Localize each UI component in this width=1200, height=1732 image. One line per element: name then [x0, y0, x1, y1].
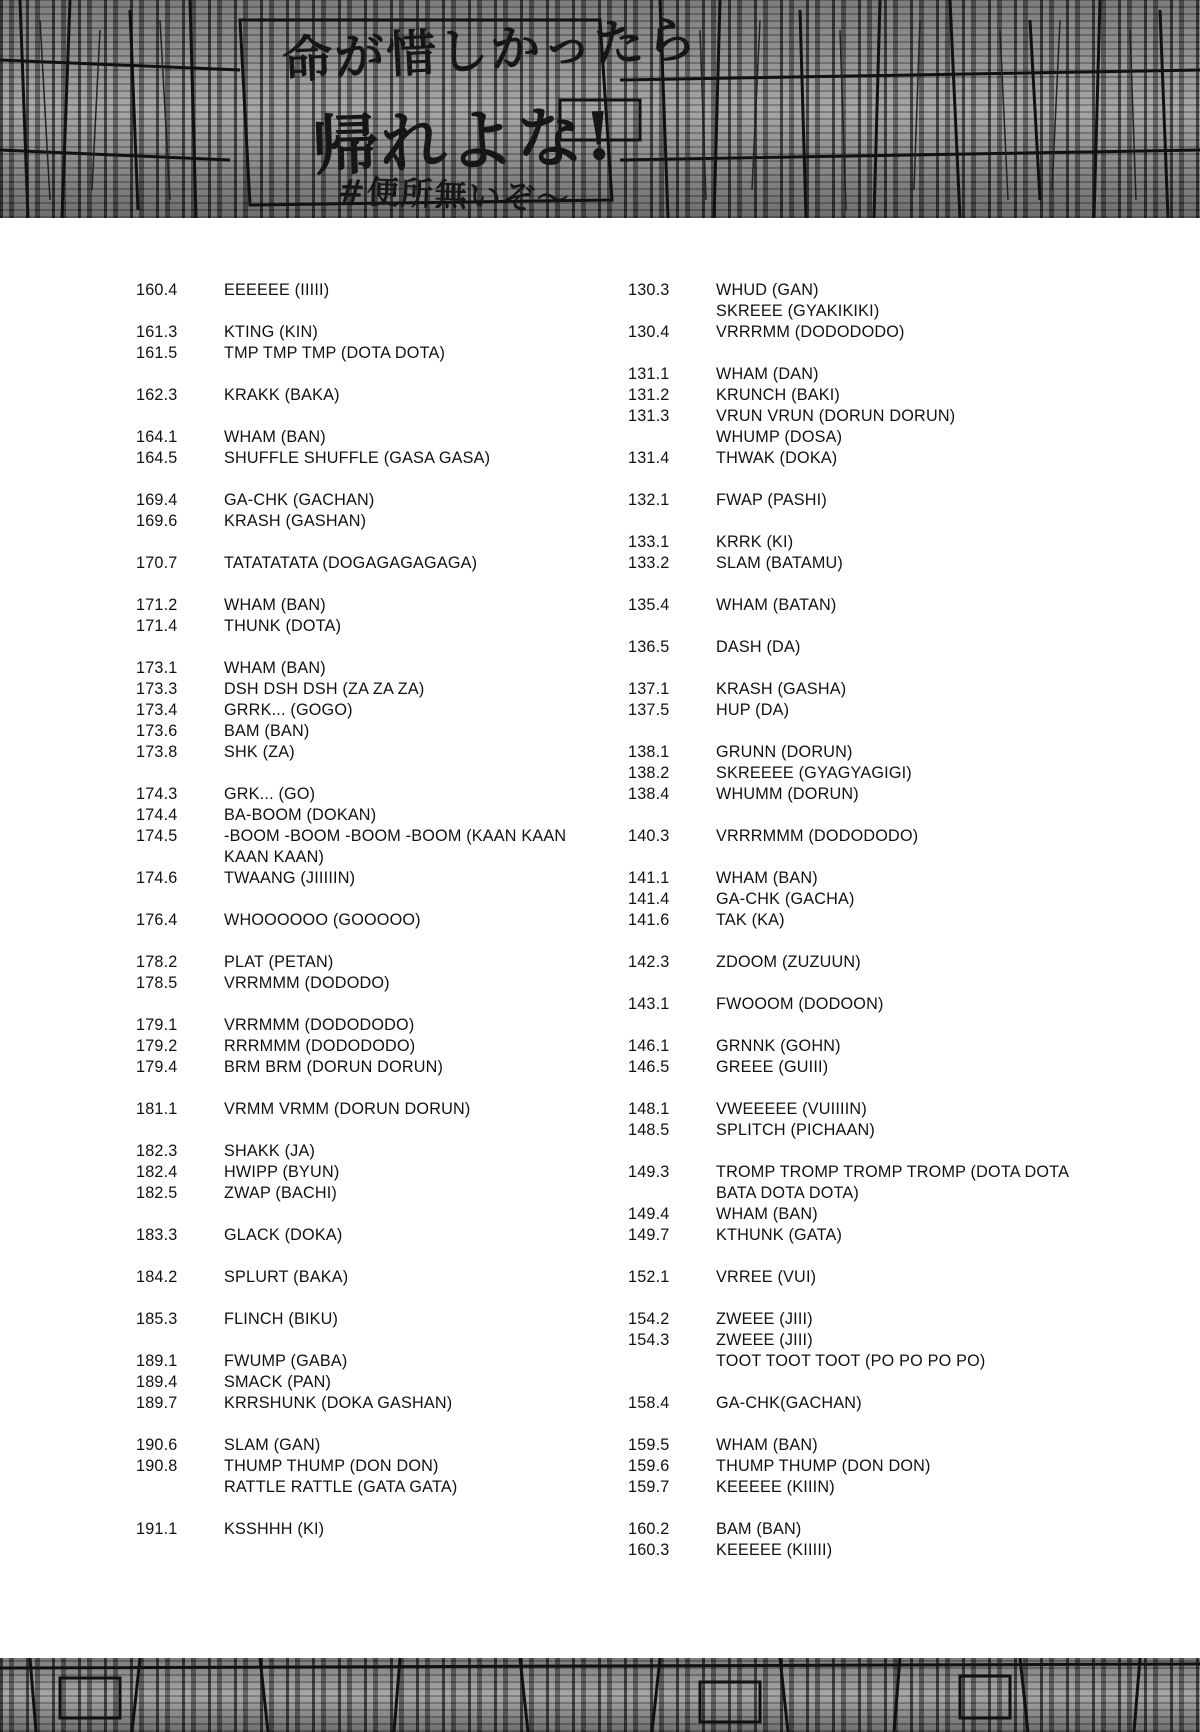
sfx-entry [136, 427, 606, 448]
page-panel-number: 133.2 [628, 554, 670, 572]
sfx-entry [628, 406, 1098, 427]
page-panel-number: 138.4 [628, 785, 670, 803]
page-panel-number [628, 1351, 716, 1372]
sfx-entry [136, 595, 606, 616]
sound-effect-translation: VRRRMM (DODODODO) [716, 323, 905, 341]
sfx-group [136, 1141, 606, 1204]
page-panel-number: 173.3 [136, 680, 178, 698]
sfx-group [628, 1519, 1098, 1561]
footer-sketch-lines [0, 1658, 1200, 1732]
sfx-entry [136, 1225, 606, 1246]
sound-effect-translation: GRUNN (DORUN) [716, 743, 853, 761]
page-panel-number: 135.4 [628, 596, 670, 614]
page-panel-number: 161.5 [136, 344, 178, 362]
sound-effect-translation: HWIPP (BYUN) [224, 1163, 340, 1181]
sfx-group [628, 1036, 1098, 1078]
page-panel-number: 162.3 [136, 386, 178, 404]
page-panel-number: 178.5 [136, 974, 178, 992]
sfx-entry [136, 1267, 606, 1288]
sfx-entry [136, 1309, 606, 1330]
sfx-entry [628, 1477, 1098, 1498]
page-panel-number: 142.3 [628, 953, 670, 971]
page-panel-number: 154.2 [628, 1310, 670, 1328]
page-panel-number: 190.8 [136, 1457, 178, 1475]
sound-effect-translation: KRASH (GASHA) [716, 680, 847, 698]
sfx-entry [136, 1477, 606, 1498]
sound-effect-translation: GA-CHK (GACHAN) [224, 491, 375, 509]
sfx-entry [136, 1141, 606, 1162]
sound-effect-translation: TOOT TOOT TOOT (PO PO PO PO) [716, 1352, 986, 1370]
page-panel-number: 173.8 [136, 743, 178, 761]
sfx-entry [628, 1204, 1098, 1225]
sound-effect-translation: KTHUNK (GATA) [716, 1226, 843, 1244]
sound-effect-translation: GA-CHK (GACHA) [716, 890, 855, 908]
sfx-entry [136, 616, 606, 637]
page-panel-number: 160.3 [628, 1541, 670, 1559]
sfx-group [136, 427, 606, 469]
page-panel-number: 182.4 [136, 1163, 178, 1181]
sound-effect-translation: WHAM (BAN) [224, 659, 326, 677]
sfx-group [136, 595, 606, 637]
sfx-group [628, 679, 1098, 721]
sound-effect-translation: GRK... (GO) [224, 785, 316, 803]
sound-effect-translation: ZDOOM (ZUZUUN) [716, 953, 861, 971]
sfx-entry [628, 763, 1098, 784]
sfx-entry [628, 700, 1098, 721]
page-panel-number: 154.3 [628, 1331, 670, 1349]
sound-effect-translation: WHOOOOOO (GOOOOO) [224, 911, 421, 929]
sfx-group [628, 490, 1098, 511]
page-panel-number: 174.5 [136, 827, 178, 845]
sfx-group [628, 952, 1098, 973]
sfx-entry [628, 1225, 1098, 1246]
sfx-group [136, 1099, 606, 1120]
page-panel-number: 137.1 [628, 680, 670, 698]
page-panel-number: 179.4 [136, 1058, 178, 1076]
sfx-entry [628, 1393, 1098, 1414]
sfx-entry [628, 1057, 1098, 1078]
sound-effect-translation: GRRK... (GOGO) [224, 701, 353, 719]
sign-line-1: 命が惜しかったら [280, 9, 700, 90]
sound-effect-translation: VWEEEEE (VUIIIIN) [716, 1100, 867, 1118]
sfx-group [628, 1162, 1098, 1246]
page-panel-number: 141.1 [628, 869, 670, 887]
page-panel-number: 140.3 [628, 827, 670, 845]
sfx-entry [136, 910, 606, 931]
sfx-group [136, 322, 606, 364]
sfx-entry [136, 343, 606, 364]
sound-effect-translation: SHK (ZA) [224, 743, 295, 761]
page-panel-number: 161.3 [136, 323, 178, 341]
sfx-group [628, 1267, 1098, 1288]
sfx-entry [628, 1162, 1098, 1204]
sfx-entry [136, 721, 606, 742]
page-panel-number: 131.3 [628, 407, 670, 425]
sfx-entry [136, 511, 606, 532]
sfx-entry [628, 322, 1098, 343]
sfx-group [628, 742, 1098, 805]
sfx-entry [628, 1456, 1098, 1477]
sfx-group [628, 595, 1098, 616]
sfx-entry [136, 490, 606, 511]
page-panel-number: 179.2 [136, 1037, 178, 1055]
page-panel-number: 141.6 [628, 911, 670, 929]
sfx-entry [136, 1057, 606, 1078]
sound-effect-translation: -BOOM -BOOM -BOOM -BOOM (KAAN KAAN KAAN KAAN) [224, 827, 567, 866]
page-panel-number: 130.3 [628, 281, 670, 299]
sound-effect-translation: TATATATATA (DOGAGAGAGAGA) [224, 554, 478, 572]
page-panel-number: 189.4 [136, 1373, 178, 1391]
sfx-group [136, 1267, 606, 1288]
page-panel-number [628, 427, 716, 448]
sfx-group [136, 1519, 606, 1540]
sfx-group [628, 868, 1098, 931]
sound-effect-translation: KTING (KIN) [224, 323, 318, 341]
sfx-group [136, 1351, 606, 1414]
sfx-entry [628, 448, 1098, 469]
sfx-entry [136, 679, 606, 700]
sfx-entry [136, 280, 606, 301]
sfx-entry [136, 1393, 606, 1414]
sound-effect-translation: WHUMP (DOSA) [716, 428, 843, 446]
sound-effect-translation: GRNNK (GOHN) [716, 1037, 841, 1055]
sound-effect-translation: SLAM (BATAMU) [716, 554, 844, 572]
sound-effect-translation: SKREEE (GYAKIKIKI) [716, 302, 880, 320]
page-panel-number: 169.4 [136, 491, 178, 509]
sfx-group [136, 910, 606, 931]
page-panel-number: 173.1 [136, 659, 178, 677]
sound-effect-translation: KRUNCH (BAKI) [716, 386, 841, 404]
page-panel-number: 189.1 [136, 1352, 178, 1370]
sfx-group [628, 637, 1098, 658]
sound-effect-translation: TWAANG (JIIIIIN) [224, 869, 356, 887]
sound-effect-translation: VRRMMM (DODODO) [224, 974, 390, 992]
page-panel-number: 130.4 [628, 323, 670, 341]
header-manga-art [0, 0, 1200, 218]
sound-effect-translation: HUP (DA) [716, 701, 790, 719]
sfx-entry [628, 427, 1098, 448]
sound-effect-translation: VRUN VRUN (DORUN DORUN) [716, 407, 956, 425]
page-panel-number: 182.5 [136, 1184, 178, 1202]
sfx-entry [628, 1351, 1098, 1372]
sfx-entry [628, 952, 1098, 973]
page-panel-number: 132.1 [628, 491, 670, 509]
sfx-entry [136, 973, 606, 994]
sound-effect-translation: KRRK (KI) [716, 533, 794, 551]
page-panel-number: 164.1 [136, 428, 178, 446]
sfx-entry [136, 868, 606, 889]
page-panel-number: 149.7 [628, 1226, 670, 1244]
sfx-entry [136, 1456, 606, 1477]
sfx-group [136, 784, 606, 889]
sfx-entry [136, 805, 606, 826]
page-panel-number: 133.1 [628, 533, 670, 551]
sound-effect-translation: KEEEEE (KIIIN) [716, 1478, 835, 1496]
page-panel-number: 158.4 [628, 1394, 670, 1412]
sfx-group [628, 1099, 1098, 1141]
page-panel-number: 131.1 [628, 365, 670, 383]
sfx-group [628, 532, 1098, 574]
sound-effect-translation: WHUD (GAN) [716, 281, 819, 299]
sfx-entry [136, 952, 606, 973]
sfx-group [136, 1309, 606, 1330]
sfx-entry [628, 595, 1098, 616]
sound-effect-translation: SMACK (PAN) [224, 1373, 332, 1391]
page-panel-number: 191.1 [136, 1520, 178, 1538]
page-panel-number: 185.3 [136, 1310, 178, 1328]
sfx-entry [628, 1120, 1098, 1141]
page-panel-number: 174.6 [136, 869, 178, 887]
sfx-entry [628, 490, 1098, 511]
page-panel-number: 179.1 [136, 1016, 178, 1034]
footer-manga-art [0, 1658, 1200, 1732]
sfx-entry [136, 322, 606, 343]
sound-effect-translation: THUNK (DOTA) [224, 617, 342, 635]
page-panel-number: 169.6 [136, 512, 178, 530]
page-panel-number: 131.2 [628, 386, 670, 404]
sfx-entry [136, 448, 606, 469]
sound-effect-translation: WHAM (BATAN) [716, 596, 837, 614]
sound-effect-translation: BRM BRM (DORUN DORUN) [224, 1058, 444, 1076]
sfx-group [136, 1015, 606, 1078]
sfx-entry [136, 826, 606, 868]
page-panel-number: 173.4 [136, 701, 178, 719]
sound-effect-translation: WHAM (BAN) [224, 596, 326, 614]
sound-effect-translation: SHUFFLE SHUFFLE (GASA GASA) [224, 449, 491, 467]
page-panel-number: 184.2 [136, 1268, 178, 1286]
sound-effect-translation: TMP TMP TMP (DOTA DOTA) [224, 344, 446, 362]
sound-effect-translation: VRRMMM (DODODODO) [224, 1016, 415, 1034]
sfx-entry [136, 553, 606, 574]
page-panel-number: 190.6 [136, 1436, 178, 1454]
sound-effect-translation: KRRSHUNK (DOKA GASHAN) [224, 1394, 453, 1412]
sound-effect-translation: GREEE (GUIII) [716, 1058, 829, 1076]
sfx-group [628, 994, 1098, 1015]
sfx-group [628, 364, 1098, 469]
sound-effect-translation: KRASH (GASHAN) [224, 512, 367, 530]
page-panel-number: 182.3 [136, 1142, 178, 1160]
sfx-entry [628, 637, 1098, 658]
page-panel-number: 146.5 [628, 1058, 670, 1076]
sound-effect-translation: BAM (BAN) [716, 1520, 802, 1538]
page-panel-number: 137.5 [628, 701, 670, 719]
page-panel-number: 160.4 [136, 281, 178, 299]
sound-effect-translation: SPLURT (BAKA) [224, 1268, 349, 1286]
sfx-group [136, 952, 606, 994]
sign-line-3: #便所無いぞ〜 [337, 171, 572, 218]
sfx-entry [628, 1309, 1098, 1330]
page-panel-number: 148.1 [628, 1100, 670, 1118]
sfx-entry [136, 1435, 606, 1456]
sound-effect-translation: TROMP TROMP TROMP TROMP (DOTA DOTA BATA DOTA DOTA) [716, 1163, 1069, 1202]
sfx-entry [136, 1372, 606, 1393]
sfx-entry [628, 826, 1098, 847]
sound-effect-translation: FLINCH (BIKU) [224, 1310, 339, 1328]
page-panel-number: 159.5 [628, 1436, 670, 1454]
sound-effect-translation: WHAM (BAN) [224, 428, 326, 446]
sound-effect-translation: VRRRMMM (DODODODO) [716, 827, 919, 845]
sfx-group [628, 1435, 1098, 1498]
sound-effect-translation: FWAP (PASHI) [716, 491, 827, 509]
sfx-group [628, 1309, 1098, 1372]
sound-effect-translation: TAK (KA) [716, 911, 785, 929]
sfx-entry [136, 742, 606, 763]
sound-effect-translation: THUMP THUMP (DON DON) [224, 1457, 439, 1475]
sfx-entry [136, 700, 606, 721]
sign-line-2: 帰れよな! [310, 96, 617, 186]
page-panel-number: 148.5 [628, 1121, 670, 1139]
sfx-entry [628, 679, 1098, 700]
sound-effect-translation: FWOOOM (DODOON) [716, 995, 884, 1013]
sfx-group [136, 658, 606, 763]
sfx-group [136, 280, 606, 301]
sfx-entry [628, 784, 1098, 805]
sound-effect-translation: THUMP THUMP (DON DON) [716, 1457, 931, 1475]
sound-effect-translation: ZWEEE (JIII) [716, 1310, 813, 1328]
sfx-group [136, 553, 606, 574]
page-panel-number: 159.7 [628, 1478, 670, 1496]
sfx-entry [136, 784, 606, 805]
sound-effect-translation: GA-CHK(GACHAN) [716, 1394, 862, 1412]
sfx-entry [628, 553, 1098, 574]
sfx-entry [628, 1519, 1098, 1540]
page-panel-number: 160.2 [628, 1520, 670, 1538]
sfx-entry [628, 868, 1098, 889]
sound-effect-translation: RRRMMM (DODODODO) [224, 1037, 416, 1055]
sfx-entry [136, 1162, 606, 1183]
sfx-entry [628, 385, 1098, 406]
sfx-entry [136, 1183, 606, 1204]
sound-effect-translation: ZWEEE (JIII) [716, 1331, 813, 1349]
page-panel-number: 149.3 [628, 1163, 670, 1181]
sound-effect-translation: WHAM (BAN) [716, 1436, 818, 1454]
page-panel-number: 164.5 [136, 449, 178, 467]
sfx-entry [628, 742, 1098, 763]
sound-effect-translation: SHAKK (JA) [224, 1142, 316, 1160]
sfx-entry [628, 301, 1098, 322]
sfx-entry [628, 1036, 1098, 1057]
sfx-entry [628, 994, 1098, 1015]
page-panel-number [136, 1477, 224, 1498]
page-panel-number: 138.2 [628, 764, 670, 782]
sfx-entry [628, 532, 1098, 553]
sfx-entry [136, 1519, 606, 1540]
sound-effect-translation: THWAK (DOKA) [716, 449, 838, 467]
sfx-group [136, 385, 606, 406]
sound-effect-translation: SLAM (GAN) [224, 1436, 321, 1454]
sound-effect-translation: RATTLE RATTLE (GATA GATA) [224, 1478, 458, 1496]
page-panel-number: 171.4 [136, 617, 178, 635]
page-panel-number: 171.2 [136, 596, 178, 614]
sfx-entry [136, 1036, 606, 1057]
sfx-entry [136, 1351, 606, 1372]
sound-effect-translation: BAM (BAN) [224, 722, 310, 740]
page-panel-number: 183.3 [136, 1226, 178, 1244]
sound-effect-translation: WHAM (DAN) [716, 365, 819, 383]
sound-effect-translation: VRREE (VUI) [716, 1268, 817, 1286]
sound-effect-translation: WHUMM (DORUN) [716, 785, 859, 803]
page-panel-number: 149.4 [628, 1205, 670, 1223]
page-panel-number: 146.1 [628, 1037, 670, 1055]
sound-effect-translation: KSSHHH (KI) [224, 1520, 325, 1538]
page-panel-number: 141.4 [628, 890, 670, 908]
page-panel-number: 136.5 [628, 638, 670, 656]
page-panel-number: 189.7 [136, 1394, 178, 1412]
page-panel-number: 178.2 [136, 953, 178, 971]
sfx-entry [628, 280, 1098, 301]
sfx-entry [136, 385, 606, 406]
sound-effect-translation: DSH DSH DSH (ZA ZA ZA) [224, 680, 425, 698]
sfx-entry [628, 1435, 1098, 1456]
sound-effect-translation: KEEEEE (KIIIII) [716, 1541, 833, 1559]
sound-effect-translation: ZWAP (BACHI) [224, 1184, 338, 1202]
sound-effect-translation: PLAT (PETAN) [224, 953, 334, 971]
sound-effect-translation: SPLITCH (PICHAAN) [716, 1121, 875, 1139]
sfx-entry [628, 1540, 1098, 1561]
sfx-list-right [628, 280, 1098, 1582]
page-panel-number: 174.4 [136, 806, 178, 824]
sfx-entry [628, 910, 1098, 931]
sfx-entry [628, 1330, 1098, 1351]
sfx-group [136, 1435, 606, 1498]
sfx-entry [628, 889, 1098, 910]
sfx-entry [136, 658, 606, 679]
page-panel-number: 131.4 [628, 449, 670, 467]
page-panel-number: 181.1 [136, 1100, 178, 1118]
page-panel-number: 143.1 [628, 995, 670, 1013]
sfx-group [136, 490, 606, 532]
sound-effect-translation: VRMM VRMM (DORUN DORUN) [224, 1100, 471, 1118]
sfx-group [628, 280, 1098, 343]
sound-effect-translation: WHAM (BAN) [716, 869, 818, 887]
sfx-list-left [136, 280, 606, 1561]
sound-effect-translation: KRAKK (BAKA) [224, 386, 340, 404]
page-panel-number: 159.6 [628, 1457, 670, 1475]
sound-effect-translation: BA-BOOM (DOKAN) [224, 806, 377, 824]
sfx-group [136, 1225, 606, 1246]
sound-effect-translation: WHAM (BAN) [716, 1205, 818, 1223]
page-panel-number [628, 301, 716, 322]
page-panel-number: 173.6 [136, 722, 178, 740]
page-panel-number: 176.4 [136, 911, 178, 929]
page-panel-number: 138.1 [628, 743, 670, 761]
sound-effect-translation: DASH (DA) [716, 638, 801, 656]
sfx-group [628, 1393, 1098, 1414]
page-panel-number: 170.7 [136, 554, 178, 572]
sfx-entry [136, 1015, 606, 1036]
page-panel-number: 152.1 [628, 1268, 670, 1286]
sound-effect-translation: EEEEEE (IIIII) [224, 281, 330, 299]
page-panel-number: 174.3 [136, 785, 178, 803]
sfx-group [628, 826, 1098, 847]
sound-effect-translation: SKREEEE (GYAGYAGIGI) [716, 764, 912, 782]
sfx-entry [628, 364, 1098, 385]
sound-effect-translation: FWUMP (GABA) [224, 1352, 348, 1370]
sfx-entry [628, 1267, 1098, 1288]
sfx-entry [136, 1099, 606, 1120]
sfx-entry [628, 1099, 1098, 1120]
sound-effect-translation: GLACK (DOKA) [224, 1226, 343, 1244]
